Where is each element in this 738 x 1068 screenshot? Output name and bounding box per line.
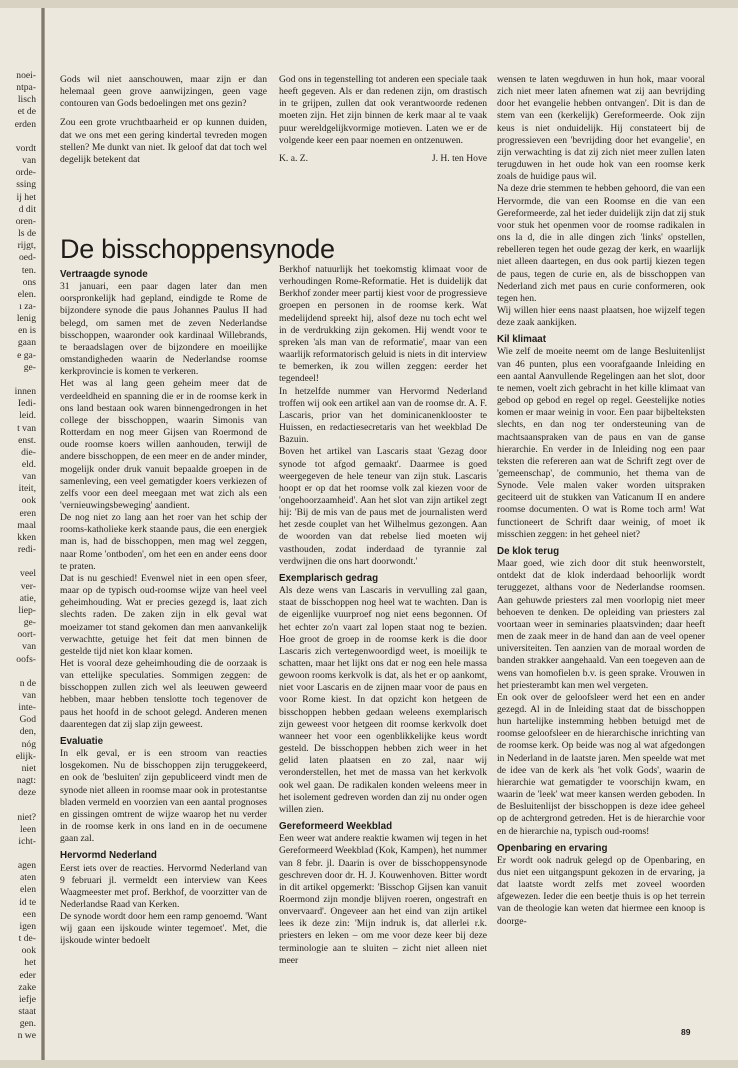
top-middle-paragraph: God ons in tegenstelling tot anderen een speciale taak heeft gegeven. Als er dan redenen zijn, om drastisch in te grijpen, zullen dat ook verantwoorde redenen moeten zijn. Het zijn binnen de kerk maar al te vaak puur wereldgelijkvormige motieven. Laten we er de volgende keer een paar noemen en ontzenuwen.: [279, 74, 487, 146]
section-heading: Kil klimaat: [497, 334, 547, 346]
gutter-fragment: t van: [17, 422, 36, 434]
gutter-fragment: en is: [18, 325, 36, 337]
gutter-fragment: zake: [18, 981, 36, 993]
gutter-fragment: inte-: [18, 702, 36, 714]
gutter-fragment: ons: [22, 276, 36, 288]
top-middle-column: [279, 74, 487, 165]
gutter-fragment: vordt: [15, 142, 36, 154]
gutter-fragment: niet?: [17, 811, 36, 823]
gutter-fragment: ten.: [21, 264, 36, 276]
gutter-fragment: ssing: [16, 179, 36, 191]
body-paragraph: In elk geval, er is een stroom van reacties losgekomen. Nu de bisschoppen zijn teruggekeerd, en ook de 'besluiten' zijn gepubliceerd vindt men de synode niet alleen in roomse maar ook in protestantse bladen vermeld en voorzien van een aantal prognoses en gissingen omtrent de wijze waarop het nu verder in de roomse kerk in ons land en in de oecumene gaan zal.: [60, 748, 267, 845]
gutter-fragment: eld.: [21, 459, 36, 470]
gutter-fragment: maal: [17, 519, 36, 531]
article-column-2: [279, 264, 487, 967]
gutter-fragment: ge-: [23, 617, 36, 629]
magazine-page: [0, 8, 738, 1060]
body-paragraph: Het is vooral deze geheimhouding die de oorzaak is van ettelijke speculaties. Sommigen zeggen: de bisschoppen zullen zich wel als leeuwen geweerd hebben, maar hebben tenslotte toch tegenover de paus het hoofd in de schoot gelegd. Anderen menen daarentegen dat zij slap zijn geweest.: [60, 658, 267, 730]
signature-author: J. H. ten Hove: [431, 152, 487, 164]
gutter-fragment: lenig: [16, 313, 36, 325]
gutter-fragment: een: [22, 908, 36, 920]
gutter-fragment: leid.: [19, 410, 36, 422]
gutter-fragment: t de-: [18, 933, 36, 945]
body-paragraph: Er wordt ook nadruk gelegd op de Openbaring, en dus niet een uitgangspunt gekozen in de ervaring, ja dat laatste wordt zelfs met zoveel woorden afgewezen. Ieder die een beetje thuis is op het terrein van de theologie kan weten dat hiermee een knoop is doorge-: [497, 854, 705, 927]
gutter-fragment: erden: [14, 118, 36, 130]
section-heading: Exemplarisch gedrag: [279, 572, 379, 584]
section-heading: Hervormd Nederland: [60, 850, 157, 862]
body-paragraph: Maar goed, wie zich door dit stuk heenworstelt, ontdekt dat de klok inderdaad behoorlijk wordt teruggezet, althans voor de Nederlandse roomsen. Aan gehuwde priesters zal men voorlopig niet meer behoeven te denken. De opleiding van priesters zal voortaan weer in seminaries plaatsvinden; daar heeft men de zaak meer in de hand dan aan de veel opener universiteiten. Ten aanzien van de moraal worden de banden strakker aangehaald. Van een toegeven aan de wens van homofielen b.v. is geen sprake. Vrouwen in het priesterambt kan men wel vergeten.: [497, 558, 705, 691]
body-paragraph: Eerst iets over de reacties. Hervormd Nederland van 9 februari jl. vermeldt een interview van Kees Waagmeester met prof. Berkhof, de voorzitter van de Nederlandse Raad van Kerken.: [60, 862, 267, 910]
gutter-fragment: gaan: [17, 337, 36, 349]
gutter-fragment: van: [22, 641, 36, 653]
gutter-fragment: agen: [17, 860, 36, 872]
gutter-fragment: het: [24, 957, 36, 969]
gutter-fragment: eren: [19, 507, 36, 519]
gutter-fragment: deze: [18, 787, 36, 799]
gutter-fragment: aten: [20, 872, 36, 884]
gutter-fragment: n we: [17, 1030, 36, 1042]
body-paragraph: De nog niet zo lang aan het roer van het schip der rooms-katholieke kerk staande paus, die een energiek man is, had de bisschoppen, men mag wel zeggen, naar Rome 'ontboden', om het een en ander eens door te praten.: [60, 512, 267, 572]
gutter-fragment: [0, 848, 36, 860]
gutter-fragment: id te: [19, 896, 36, 908]
gutter-fragment: lisch: [17, 94, 36, 106]
gutter-fragment: van: [22, 471, 36, 483]
gutter-fragment: ls de: [18, 228, 36, 240]
gutter-fragment: ook: [21, 945, 36, 957]
gutter-fragment: icht-: [18, 835, 36, 847]
gutter-fragment: nagt:: [16, 775, 36, 787]
article-column-3: [497, 74, 705, 928]
top-left-column: [60, 74, 267, 166]
gutter-fragment: ij het: [16, 191, 36, 203]
gutter-fragment: [0, 131, 36, 143]
gutter-fragment: ook: [21, 495, 36, 507]
gutter-fragment: iteit,: [18, 483, 36, 495]
gutter-fragment: oort-: [17, 629, 36, 641]
gutter-fragment: oren-: [15, 215, 36, 227]
body-paragraph: wensen te laten wegduwen in hun hok, maar vooral zich niet meer laten afnemen wat zij aan bevrijding door het evangelie hebben ontvangen'. Dit is dan de stem van een (kerkelijk) Gereformeerde. Ook zijn keus is niet onduidelijk. Hij constateert bij de progressieven een 'bevrijding door het evangelie', en zijn verwachting is dat zij zich niet meer zullen laten terugduwen in het oude hok van een roomse kerk zoals de huidige paus wil.: [497, 74, 705, 183]
gutter-fragment: [0, 799, 36, 811]
body-paragraph: Wie zelf de moeite neemt om de lange Besluitenlijst van 46 punten, plus een voorafgaande Inleiding en een aantal Aanvullende Regelingen aan het slot, door te nemen, voelt zich gebracht in het kille klimaat van gebod op gebod en regel op regel. Geestelijke noties komen er maar weinig in voor. Een paar bijbelteksten slechts, en dan nog ter ondersteuning van de machtsaanspraken van de paus en van de ganse hierarchie. En verder in de Inleiding nog een paar teksten die refereren aan wat de Schrift zegt over de 'gemeenschap', de communio, het thema van de Synode. Vele malen vaker worden uitspraken geciteerd uit de stukken van Vaticanum II en andere roomse documenten. O wat is Rome toch arm! Wat functioneert de Schrift daar weinig, of moet ik misschien zeggen: in het geheel niet?: [497, 346, 705, 540]
signature-initials: K. a. Z.: [279, 152, 309, 164]
gutter-fragment: n de: [19, 677, 36, 689]
gutter-fragment: igen: [19, 920, 36, 932]
gutter-fragment: ntpa-: [16, 82, 36, 94]
gutter-fragment: rijgt,: [17, 240, 36, 252]
article-title: De bisschoppensynode: [60, 234, 335, 264]
gutter-fragment: [0, 666, 36, 678]
section-heading: Vertraagde synode: [60, 269, 148, 280]
gutter-fragments: [0, 70, 36, 1043]
body-paragraph: Wij willen hier eens naast plaatsen, hoe wijzelf tegen deze zaak aankijken.: [497, 304, 705, 329]
gutter-fragment: van: [22, 689, 36, 701]
gutter-fragment: den,: [19, 726, 36, 738]
gutter-fragment: nóg: [21, 738, 36, 750]
previous-page-gutter: [0, 8, 40, 1060]
gutter-fragment: God: [19, 714, 36, 726]
body-paragraph: Een weer wat andere reaktie kwamen wij tegen in het Gereformeerd Weekblad (Kok, Kampen), het nummer van 8 febr. jl. Daarin is over de bisschoppensynode geschreven door dr. H. J. Kouwenhoven. Bitter wordt in dit artikel opgemerkt: 'Bisschop Gijsen kan vanuit Roermond zijn mondje blijven roeren, ongestraft en onvervaard'. Ongeveer aan het eind van zijn artikel lees ik deze zin: 'Mijn indruk is, dat allerlei r.k. priesters en leken – om me voor deze keer bij deze terminologie aan te sluiten – zicht niet alleen niet meer: [279, 833, 487, 966]
article-column-1: [60, 264, 267, 948]
gutter-fragment: ver-: [20, 580, 36, 592]
body-paragraph: 31 januari, een paar dagen later dan men oorspronkelijk had gepland, eindigde te Rome de bijzondere synode die paus Johannes Paulus II had belegd, om samen met de zeven Nederlandse bisschoppen, waaronder ook kardinaal Willebrands, te beraadslagen over de bijzondere en moeilijke omstandigheden waarin de Nederlandse roomse kerkprovincie is komen te verkeren.: [60, 281, 267, 378]
gutter-fragment: niet: [21, 762, 36, 774]
gutter-fragment: kken: [17, 531, 36, 543]
section-heading: Evaluatie: [60, 735, 104, 747]
gutter-fragment: die-: [21, 446, 36, 458]
gutter-fragment: iefje: [18, 993, 36, 1005]
body-paragraph: Na deze drie stemmen te hebben gehoord, die van een Hervormde, die van een Roomse en die van een Gereformeerde, zal het ieder duidelijk zijn dat zij stuk voor stuk het openmen voor de roomse radikalen in ons la d, die in alle dingen zich 'links' opstellen, rebelleren tegen het oude gezag der kerk, en waarlijk niet alleen daartegen, en dus ook partij kiezen tegen de paus, tegen de curie en, als de bisschoppen van Nederland zich met paus en curie conformeren, ook tegen hen.: [497, 183, 705, 304]
gutter-fragment: [0, 556, 36, 568]
gutter-fragment: eder: [19, 969, 36, 981]
gutter-fragment: e ga-: [17, 349, 36, 361]
gutter-fragment: d dit: [18, 203, 36, 215]
gutter-fragment: staat: [18, 1006, 36, 1018]
gutter-fragment: ge-: [23, 361, 36, 373]
signature-line: [279, 153, 487, 165]
gutter-fragment: et de: [17, 106, 36, 118]
body-paragraph: Als deze wens van Lascaris in vervulling zal gaan, staat de bisschoppen nog heel wat te wachten. Dan is de eigenlijke vuurproef nog niet eens begonnen. Of het echter zo'n vaart zal lopen staat nog te bezien. Hoe groot de groep in de roomse kerk is die door Lascaris zich vertegenwoordigd weet, is moeilijk te schatten, maar het lijkt ons dat er nog een hele massa gewoon rooms kerkvolk is dat, als het er op aankomt, niet voor Lascaris en de zijnen maar voor de paus en voor Rome kiest. In dat opzicht kon hetgeen de bisschoppen hebben gedaan weleens exemplarisch zijn geweest voor hetgeen dit roomse kerkvolk doet wanneer het voor een ogenblikkelijke keus wordt gesteld. De bisschoppen hebben zich weer in het gelid laten plaatsen en zo zal, naar wij veronderstellen, het met de massa van het kerkvolk ook wel gaan. De radikalen konden weleens meer in het isolement gedreven worden dan zij nu onder ogen willen zien.: [279, 585, 487, 815]
gutter-fragment: leen: [20, 823, 36, 835]
gutter-fragment: elijk-: [15, 750, 36, 762]
body-paragraph: Berkhof natuurlijk het toekomstig klimaat voor de verhoudingen Rome-Reformatie. Het is duidelijk dat Berkhof zonder meer partij kiest voor de progressieve groepen en personen in de roomse kerk. Wat medelijdend spreekt hij, alsof deze nu toch echt wel in de verdrukking zijn gekomen. Hij wendt voor te spreken 'als man van de reformatie', maar van een waarlijk reformatorisch geluid is niets in dit interview te bemerken, ik zou willen zeggen: eerder het tegendeel!: [279, 264, 487, 385]
gutter-fragment: ı za-: [19, 300, 36, 312]
section-heading: De klok terug: [497, 545, 560, 557]
section-heading: Openbaring en ervaring: [497, 842, 608, 854]
gutter-fragment: innen: [14, 386, 36, 398]
gutter-fragment: noei-: [16, 70, 36, 81]
body-paragraph: In hetzelfde nummer van Hervormd Nederland troffen wij ook een artikel aan van de roomse dr. A. F. Lascaris, prior van het dominicanenklooster te Huissen, en redactiesecretaris van het weekblad De Bazuin.: [279, 385, 487, 446]
gutter-fragment: elen: [20, 884, 36, 896]
gutter-fragment: liep-: [18, 604, 36, 616]
gutter-fragment: orde-: [15, 167, 36, 179]
top-left-paragraph-1: Gods wil niet aanschouwen, maar zijn er dan helemaal geen grove aanwijzingen, geen vage contouren van Gods bedoelingen met ons gezin?: [60, 74, 267, 110]
body-paragraph: Dat is nu geschied! Evenwel niet in een open sfeer, maar op de typisch oud-roomse wijze van heel veel geheimhouding. Wat er precies gezegd is, laat zich slechts raden. De zaken zijn in elk geval wat moeizamer tot stand gekomen dan men aanvankelijk verwachtte, getuige het feit dat men binnen de gestelde tijd niet kon klaar komen.: [60, 572, 267, 657]
gutter-fragment: veel: [20, 568, 36, 580]
gutter-fragment: van: [22, 155, 36, 167]
gutter-fragment: gen.: [19, 1018, 36, 1030]
body-paragraph: Het was al lang geen geheim meer dat de verdeeldheid en spanning die er in de roomse kerk in ons land bestaan ook waren binnengedrongen in het college der bisschoppen, waarin Simonis van Rotterdam en nog meer Gijsen van Roermond de oude roomse koers willen aanhouden, terwijl de andere bisschoppen, de een meer en de ander minder, mogelijk onder druk vanuit bepaalde groepen in de samenleving, een veel gematigder koers verkiezen of zelfs voor een deel meegaan met wat zich als een 'vernieuwingsbeweging' aandient.: [60, 378, 267, 511]
gutter-fragment: Iedi-: [17, 398, 36, 410]
gutter-fragment: oed-: [18, 252, 36, 264]
gutter-fragment: enst.: [18, 434, 36, 446]
body-paragraph: Boven het artikel van Lascaris staat 'Gezag door synode tot afgod gemaakt'. Daarmee is goed weergegeven de hele teneur van zijn stuk. Lascaris hoopt er op dat het roomse volk zal kiezen voor de 'ongehoorzaamheid'. Aan het slot van zijn artikel zegt hij: 'Bij de mis van de paus met de journalisten werd het zesde couplet van het Wilhelmus gezongen. Aan de woorden van dat rebelse lied moeten wij vasthouden, zodat inderdaad de tyrannie zal verdwijnen die ons hart doorwondt.': [279, 446, 487, 567]
page-number: 89: [681, 1027, 691, 1037]
gutter-fragment: atie,: [19, 592, 36, 604]
page-spine: [41, 8, 45, 1060]
gutter-fragment: oofs-: [16, 653, 36, 665]
body-paragraph: En ook over de geloofsleer werd het een en ander gezegd. Al in de Inleiding staat dat de bisschoppen hun hartelijke instemming hebben betuigd met de roomse geloofsleer en de hierarchische inrichting van de roomse kerk. Op beide was nog al wat afgedongen in Nederland in de laatste jaren. Men speelde wat met de idee van de kerk als 'het volk Gods', waarin de hierarchie wat gematigder te voorschijn kwam, en waarin de 'leek' wat meer kansen werden geboden. In de Besluitenlijst der bisschoppen is deze idee geheel op de achtergrond getreden. Het is de hierarchie voor en de hierarchie na, typisch oud-rooms!: [497, 691, 705, 837]
top-left-paragraph-2: Zou een grote vruchtbaarheid er op kunnen duiden, dat we ons met een gering kindertal tevreden mogen stellen? Me dunkt van niet. Ik geloof dat dat toch wel degelijk betekent dat: [60, 117, 267, 165]
gutter-fragment: redi-: [17, 544, 36, 556]
gutter-fragment: elen.: [17, 288, 36, 300]
section-heading: Gereformeerd Weekblad: [279, 821, 393, 833]
body-paragraph: De synode wordt door hem een ramp genoemd. 'Want wij gaan een ijskoude winter tegemoet'. Met, die ijskoude winter bedoelt: [60, 911, 267, 947]
gutter-fragment: [0, 374, 36, 386]
